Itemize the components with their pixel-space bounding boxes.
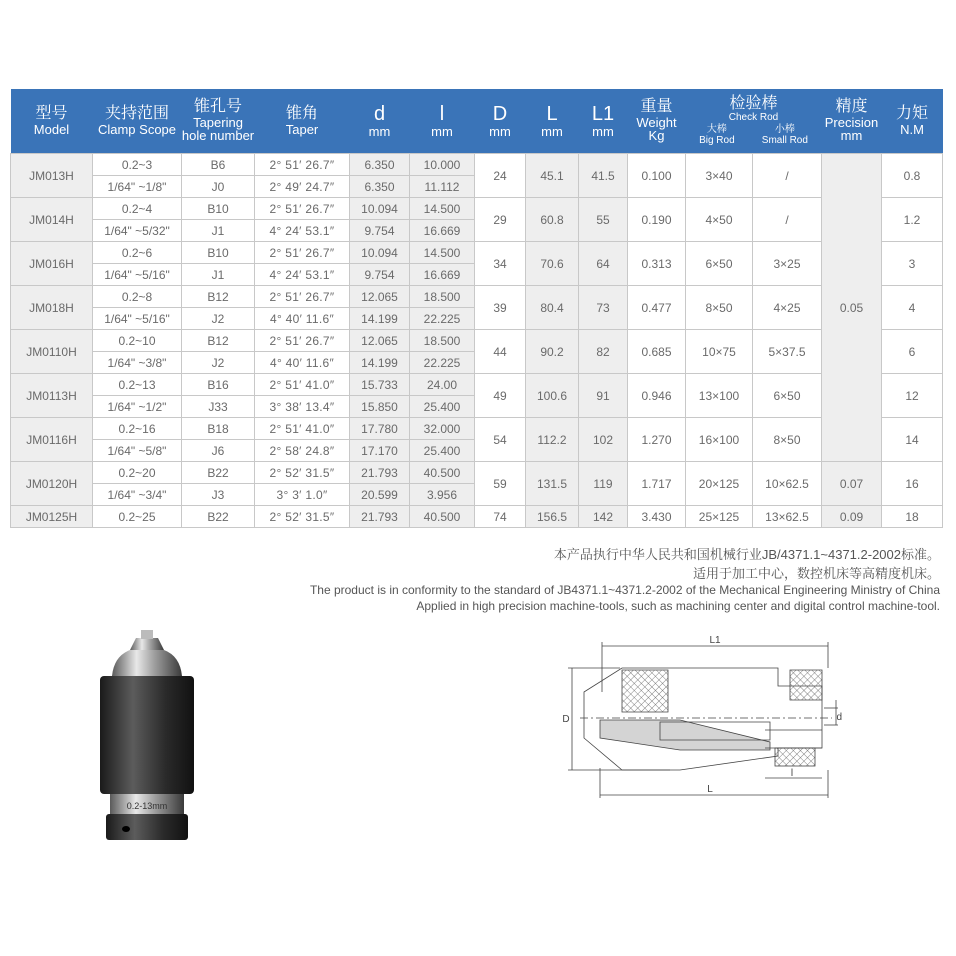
model-cell: JM0125H	[11, 506, 93, 528]
header-row	[11, 89, 943, 154]
clamp-cell: 0.2~16	[93, 418, 182, 440]
clamp-cell: 0.2~13	[93, 374, 182, 396]
d-cell: 9.754	[350, 220, 410, 242]
big-rod-cell: 16×100	[686, 418, 753, 462]
model-cell: JM018H	[11, 286, 93, 330]
weight-cell: 0.313	[628, 242, 686, 286]
L-cell: 45.1	[526, 154, 579, 198]
hole-cell: B10	[182, 198, 255, 220]
taper-cell: 4° 24′ 53.1″	[255, 264, 350, 286]
torque-cell: 18	[882, 506, 943, 528]
torque-cell: 16	[882, 462, 943, 506]
clamp-cell: 1/64" ~1/2"	[93, 396, 182, 418]
hole-cell: B12	[182, 330, 255, 352]
clamp-cell: 1/64" ~3/4"	[93, 484, 182, 506]
D-cell: 24	[475, 154, 526, 198]
note-standard-en: The product is in conformity to the standard of JB4371.1~4371.2-2002 of the Mechanical Engineering Ministry of China	[309, 583, 940, 597]
col-taper-hole: 锥孔号 Tapering hole number	[182, 89, 255, 154]
taper-cell: 2° 51′ 26.7″	[255, 242, 350, 264]
big-rod-cell: 10×75	[686, 330, 753, 374]
L-cell: 131.5	[526, 462, 579, 506]
L1-cell: 41.5	[579, 154, 628, 198]
taper-cell: 2° 52′ 31.5″	[255, 462, 350, 484]
d-cell: 6.350	[350, 154, 410, 176]
table-row	[11, 418, 943, 440]
clamp-cell: 1/64" ~5/16"	[93, 308, 182, 330]
col-taper: 锥角 Taper	[255, 89, 350, 154]
d-cell: 17.170	[350, 440, 410, 462]
l-cell: 14.500	[410, 242, 475, 264]
dim-l-label: l	[790, 768, 794, 779]
D-cell: 59	[475, 462, 526, 506]
l-cell: 18.500	[410, 330, 475, 352]
precision-cell: 0.05	[822, 154, 882, 462]
taper-cell: 3° 38′ 13.4″	[255, 396, 350, 418]
hole-cell: B22	[182, 462, 255, 484]
torque-cell: 0.8	[882, 154, 943, 198]
L1-cell: 73	[579, 286, 628, 330]
taper-cell: 3° 3′ 1.0″	[255, 484, 350, 506]
d-cell: 14.199	[350, 352, 410, 374]
col-L1: L1 mm	[579, 89, 628, 154]
D-cell: 39	[475, 286, 526, 330]
table-row	[11, 462, 943, 484]
torque-cell: 12	[882, 374, 943, 418]
hole-cell: B12	[182, 286, 255, 308]
d-cell: 21.793	[350, 506, 410, 528]
L-cell: 100.6	[526, 374, 579, 418]
precision-cell: 0.09	[822, 506, 882, 528]
taper-cell: 2° 52′ 31.5″	[255, 506, 350, 528]
table-row	[11, 286, 943, 308]
model-cell: JM014H	[11, 198, 93, 242]
small-rod-cell: 13×62.5	[753, 506, 822, 528]
clamp-cell: 1/64" ~1/8"	[93, 176, 182, 198]
note-usage-cn: 适用于加工中心，数控机床等高精度机床。	[692, 566, 940, 581]
clamp-cell: 0.2~20	[93, 462, 182, 484]
weight-cell: 0.477	[628, 286, 686, 330]
col-L: L mm	[526, 89, 579, 154]
d-cell: 20.599	[350, 484, 410, 506]
hole-cell: J0	[182, 176, 255, 198]
d-cell: 10.094	[350, 198, 410, 220]
D-cell: 74	[475, 506, 526, 528]
l-cell: 18.500	[410, 286, 475, 308]
clamp-cell: 1/64" ~5/32"	[93, 220, 182, 242]
d-cell: 12.065	[350, 286, 410, 308]
big-rod-cell: 25×125	[686, 506, 753, 528]
dim-D-label: D	[562, 714, 570, 725]
weight-cell: 3.430	[628, 506, 686, 528]
col-clamp-scope: 夹持范围 Clamp Scope	[93, 89, 182, 154]
weight-cell: 0.685	[628, 330, 686, 374]
taper-cell: 2° 58′ 24.8″	[255, 440, 350, 462]
hole-cell: B10	[182, 242, 255, 264]
L-cell: 80.4	[526, 286, 579, 330]
d-cell: 17.780	[350, 418, 410, 440]
L1-cell: 119	[579, 462, 628, 506]
col-l: l mm	[410, 89, 475, 154]
hole-cell: B18	[182, 418, 255, 440]
l-cell: 16.669	[410, 264, 475, 286]
L1-cell: 82	[579, 330, 628, 374]
hole-cell: J6	[182, 440, 255, 462]
clamp-cell: 0.2~8	[93, 286, 182, 308]
torque-cell: 14	[882, 418, 943, 462]
L-cell: 112.2	[526, 418, 579, 462]
torque-cell: 4	[882, 286, 943, 330]
col-precision: 精度 Precision mm	[822, 89, 882, 154]
l-cell: 40.500	[410, 506, 475, 528]
small-rod-cell: 5×37.5	[753, 330, 822, 374]
d-cell: 15.733	[350, 374, 410, 396]
small-rod-cell: 3×25	[753, 242, 822, 286]
taper-cell: 2° 51′ 41.0″	[255, 374, 350, 396]
clamp-cell: 0.2~6	[93, 242, 182, 264]
small-rod-cell: /	[753, 198, 822, 242]
note-usage-en: Applied in high precision machine-tools, such as machining center and digital control machine-tool.	[416, 599, 940, 613]
weight-cell: 1.717	[628, 462, 686, 506]
model-cell: JM0110H	[11, 330, 93, 374]
torque-cell: 1.2	[882, 198, 943, 242]
L1-cell: 102	[579, 418, 628, 462]
D-cell: 34	[475, 242, 526, 286]
clamp-cell: 0.2~4	[93, 198, 182, 220]
small-rod-cell: 10×62.5	[753, 462, 822, 506]
photo-engraving: 0.2-13mm	[126, 801, 168, 811]
drill-chuck-photo	[92, 628, 202, 843]
small-rod-cell: 4×25	[753, 286, 822, 330]
col-check-rod: 检验棒 Check Rod 大棒 Big Rod 小棒 Small Rod	[686, 89, 822, 154]
l-cell: 25.400	[410, 440, 475, 462]
clamp-cell: 1/64" ~5/8"	[93, 440, 182, 462]
l-cell: 22.225	[410, 308, 475, 330]
dim-L-label: L	[707, 784, 713, 795]
col-torque: 力矩 N.M	[882, 89, 943, 154]
hole-cell: J33	[182, 396, 255, 418]
d-cell: 10.094	[350, 242, 410, 264]
taper-cell: 2° 51′ 41.0″	[255, 418, 350, 440]
d-cell: 9.754	[350, 264, 410, 286]
spec-table	[10, 89, 943, 528]
table-row	[11, 242, 943, 264]
big-rod-cell: 8×50	[686, 286, 753, 330]
taper-cell: 2° 49′ 24.7″	[255, 176, 350, 198]
hole-cell: J2	[182, 352, 255, 374]
D-cell: 29	[475, 198, 526, 242]
L1-cell: 91	[579, 374, 628, 418]
l-cell: 3.956	[410, 484, 475, 506]
col-d: d mm	[350, 89, 410, 154]
l-cell: 14.500	[410, 198, 475, 220]
table-row	[11, 330, 943, 352]
l-cell: 10.000	[410, 154, 475, 176]
hole-cell: J2	[182, 308, 255, 330]
precision-cell: 0.07	[822, 462, 882, 506]
weight-cell: 0.100	[628, 154, 686, 198]
torque-cell: 6	[882, 330, 943, 374]
D-cell: 49	[475, 374, 526, 418]
d-cell: 15.850	[350, 396, 410, 418]
hole-cell: J1	[182, 264, 255, 286]
big-rod-cell: 6×50	[686, 242, 753, 286]
big-rod-cell: 13×100	[686, 374, 753, 418]
weight-cell: 0.946	[628, 374, 686, 418]
l-cell: 22.225	[410, 352, 475, 374]
L-cell: 60.8	[526, 198, 579, 242]
L-cell: 90.2	[526, 330, 579, 374]
L1-cell: 64	[579, 242, 628, 286]
table-row	[11, 374, 943, 396]
L1-cell: 55	[579, 198, 628, 242]
l-cell: 11.112	[410, 176, 475, 198]
model-cell: JM013H	[11, 154, 93, 198]
l-cell: 32.000	[410, 418, 475, 440]
small-rod-cell: 6×50	[753, 374, 822, 418]
big-rod-cell: 20×125	[686, 462, 753, 506]
l-cell: 25.400	[410, 396, 475, 418]
note-standard-cn: 本产品执行中华人民共和国机械行业JB/4371.1~4371.2-2002标准。	[553, 547, 940, 562]
hole-cell: B6	[182, 154, 255, 176]
D-cell: 54	[475, 418, 526, 462]
taper-cell: 2° 51′ 26.7″	[255, 198, 350, 220]
model-cell: JM0120H	[11, 462, 93, 506]
l-cell: 40.500	[410, 462, 475, 484]
small-rod-cell: 8×50	[753, 418, 822, 462]
clamp-cell: 1/64" ~3/8"	[93, 352, 182, 374]
l-cell: 16.669	[410, 220, 475, 242]
d-cell: 14.199	[350, 308, 410, 330]
model-cell: JM0113H	[11, 374, 93, 418]
L-cell: 156.5	[526, 506, 579, 528]
L1-cell: 142	[579, 506, 628, 528]
hole-cell: B22	[182, 506, 255, 528]
table-row	[11, 198, 943, 220]
col-model: 型号 Model	[11, 89, 93, 154]
small-rod-cell: /	[753, 154, 822, 198]
hole-cell: J3	[182, 484, 255, 506]
model-cell: JM0116H	[11, 418, 93, 462]
weight-cell: 0.190	[628, 198, 686, 242]
L-cell: 70.6	[526, 242, 579, 286]
dim-d-label: d	[836, 712, 842, 723]
taper-cell: 4° 24′ 53.1″	[255, 220, 350, 242]
clamp-cell: 0.2~3	[93, 154, 182, 176]
weight-cell: 1.270	[628, 418, 686, 462]
d-cell: 12.065	[350, 330, 410, 352]
l-cell: 24.00	[410, 374, 475, 396]
taper-cell: 2° 51′ 26.7″	[255, 154, 350, 176]
clamp-cell: 0.2~10	[93, 330, 182, 352]
torque-cell: 3	[882, 242, 943, 286]
table-row	[11, 506, 943, 528]
d-cell: 6.350	[350, 176, 410, 198]
taper-cell: 4° 40′ 11.6″	[255, 352, 350, 374]
col-weight: 重量 Weight Kg	[628, 89, 686, 154]
taper-cell: 4° 40′ 11.6″	[255, 308, 350, 330]
table-row	[11, 154, 943, 176]
big-rod-cell: 4×50	[686, 198, 753, 242]
clamp-cell: 0.2~25	[93, 506, 182, 528]
d-cell: 21.793	[350, 462, 410, 484]
hole-cell: J1	[182, 220, 255, 242]
big-rod-cell: 3×40	[686, 154, 753, 198]
chuck-dimension-drawing	[560, 630, 840, 810]
model-cell: JM016H	[11, 242, 93, 286]
dim-L1-label: L1	[709, 635, 721, 646]
taper-cell: 2° 51′ 26.7″	[255, 330, 350, 352]
clamp-cell: 1/64" ~5/16"	[93, 264, 182, 286]
hole-cell: B16	[182, 374, 255, 396]
D-cell: 44	[475, 330, 526, 374]
col-D: D mm	[475, 89, 526, 154]
taper-cell: 2° 51′ 26.7″	[255, 286, 350, 308]
